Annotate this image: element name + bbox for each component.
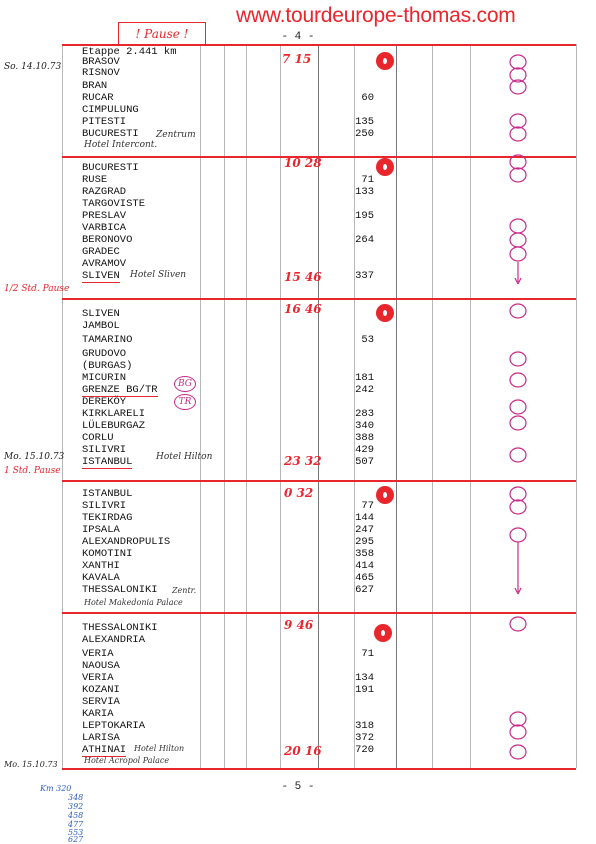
list-item: XANTHI 414 — [82, 560, 374, 572]
section-date: Mo. 15.10.73 — [4, 760, 58, 769]
section-date: Mo. 15.10.73 — [4, 452, 65, 462]
list-item: Etappe 2.441 km — [82, 46, 177, 58]
list-item: NAOUSA — [82, 660, 120, 672]
note: Hotel Makedonia Palace — [84, 598, 183, 607]
section-date: So. 14.10.73 — [4, 62, 62, 72]
list-item: BRASOV — [82, 56, 120, 68]
list-item: VERIA 71 — [82, 648, 374, 660]
grid-line — [396, 44, 397, 768]
list-item: GRENZE BG/TR 242 — [82, 384, 374, 396]
note: Hotel Acropol Palace — [84, 756, 170, 765]
list-item: SERVIA — [82, 696, 120, 708]
note: Hotel Sliven — [130, 270, 187, 280]
note: 1/2 Std. Pause — [4, 284, 70, 294]
marker-dot — [376, 304, 394, 322]
pause-stamp: ! Pause ! — [118, 22, 206, 46]
grid-line — [432, 44, 433, 768]
list-item: BUCURESTI 250 — [82, 128, 374, 140]
footer-note: 553 — [68, 828, 84, 837]
note: 1 Std. Pause — [4, 466, 61, 476]
list-item: KOMOTINI 358 — [82, 548, 374, 560]
list-item: BUCURESTI — [82, 162, 139, 174]
list-item: PRESLAV 195 — [82, 210, 374, 222]
footer-note: Km 320 — [40, 784, 72, 793]
route-annotations — [470, 44, 596, 768]
marker-dot — [376, 52, 394, 70]
footer-note: 392 — [68, 802, 84, 811]
list-item: VERIA 134 — [82, 672, 374, 684]
section-divider — [62, 768, 576, 770]
list-item: SILIVRI 77 — [82, 500, 374, 512]
list-item: BERONOVO 264 — [82, 234, 374, 246]
list-item: RUSE 71 — [82, 174, 374, 186]
list-item: IPSALA 247 — [82, 524, 374, 536]
list-item: JAMBOL — [82, 320, 120, 332]
note: Zentr. — [172, 586, 197, 595]
list-item: RISNOV — [82, 67, 120, 79]
marker-dot — [374, 624, 392, 642]
list-item: VARBICA — [82, 222, 127, 234]
list-item: TEKIRDAG 144 — [82, 512, 374, 524]
list-item: RUCAR 60 — [82, 92, 374, 104]
start-time: 10 28 — [284, 156, 322, 170]
country-badge-bg: BG — [174, 376, 196, 392]
list-item: (BURGAS) — [82, 360, 133, 372]
list-item: ISTANBUL 507 — [82, 456, 374, 468]
list-item: RAZGRAD 133 — [82, 186, 374, 198]
list-item: GRADEC — [82, 246, 120, 258]
marker-dot — [376, 486, 394, 504]
country-badge-tr: TR — [174, 394, 196, 410]
end-time: 20 16 — [284, 744, 322, 758]
list-item: KAVALA 465 — [82, 572, 374, 584]
list-item: CIMPULUNG — [82, 104, 139, 116]
list-item: TAMARINO 53 — [82, 334, 374, 346]
end-time: 23 32 — [284, 454, 322, 468]
end-time: 15 46 — [284, 270, 322, 284]
footer-note: 458 — [68, 811, 84, 820]
list-item: LÜLEBURGAZ 340 — [82, 420, 374, 432]
list-item: KIRKLARELI 283 — [82, 408, 374, 420]
page-number-bottom: - 5 - — [281, 781, 315, 793]
list-item: ATHINAI 720 — [82, 744, 374, 756]
list-item: THESSALONIKI — [82, 622, 158, 634]
footer-note: 348 — [68, 793, 84, 802]
grid-line — [62, 44, 63, 768]
list-item: MICURIN 181 — [82, 372, 374, 384]
list-item: SILIVRI 429 — [82, 444, 374, 456]
footer-note: 477 — [68, 820, 84, 829]
note: Zentrum — [156, 130, 196, 140]
note: Hotel Intercont. — [84, 140, 158, 150]
list-item: ALEXANDROPULIS 295 — [82, 536, 374, 548]
list-item: LEPTOKARIA 318 — [82, 720, 374, 732]
list-item: SLIVEN — [82, 308, 120, 320]
marker-dot — [376, 158, 394, 176]
page-number-top: - 4 - — [281, 31, 315, 43]
note: Hotel Hilton — [134, 744, 185, 753]
site-url: www.tourdeurope-thomas.com — [236, 4, 516, 27]
list-item: THESSALONIKI 627 — [82, 584, 374, 596]
list-item: GRUDOVO — [82, 348, 127, 360]
footer-note: 627 — [68, 835, 84, 844]
list-item: SLIVEN 337 — [82, 270, 374, 282]
list-item: PITESTI 135 — [82, 116, 374, 128]
list-item: CORLU 388 — [82, 432, 374, 444]
start-time: 16 46 — [284, 302, 322, 316]
list-item: KARIA — [82, 708, 114, 720]
list-item: BRAN — [82, 80, 108, 92]
list-item: ALEXANDRIA — [82, 634, 146, 646]
start-time: 9 46 — [284, 618, 314, 632]
list-item: DEREKÖY — [82, 396, 127, 408]
start-time: 7 15 — [282, 52, 312, 66]
list-item: LARISA 372 — [82, 732, 374, 744]
note: Hotel Hilton — [156, 452, 213, 462]
list-item: AVRAMOV — [82, 258, 127, 270]
list-item: TARGOVISTE — [82, 198, 146, 210]
list-item: KOZANI 191 — [82, 684, 374, 696]
start-time: 0 32 — [284, 486, 314, 500]
list-item: ISTANBUL — [82, 488, 133, 500]
